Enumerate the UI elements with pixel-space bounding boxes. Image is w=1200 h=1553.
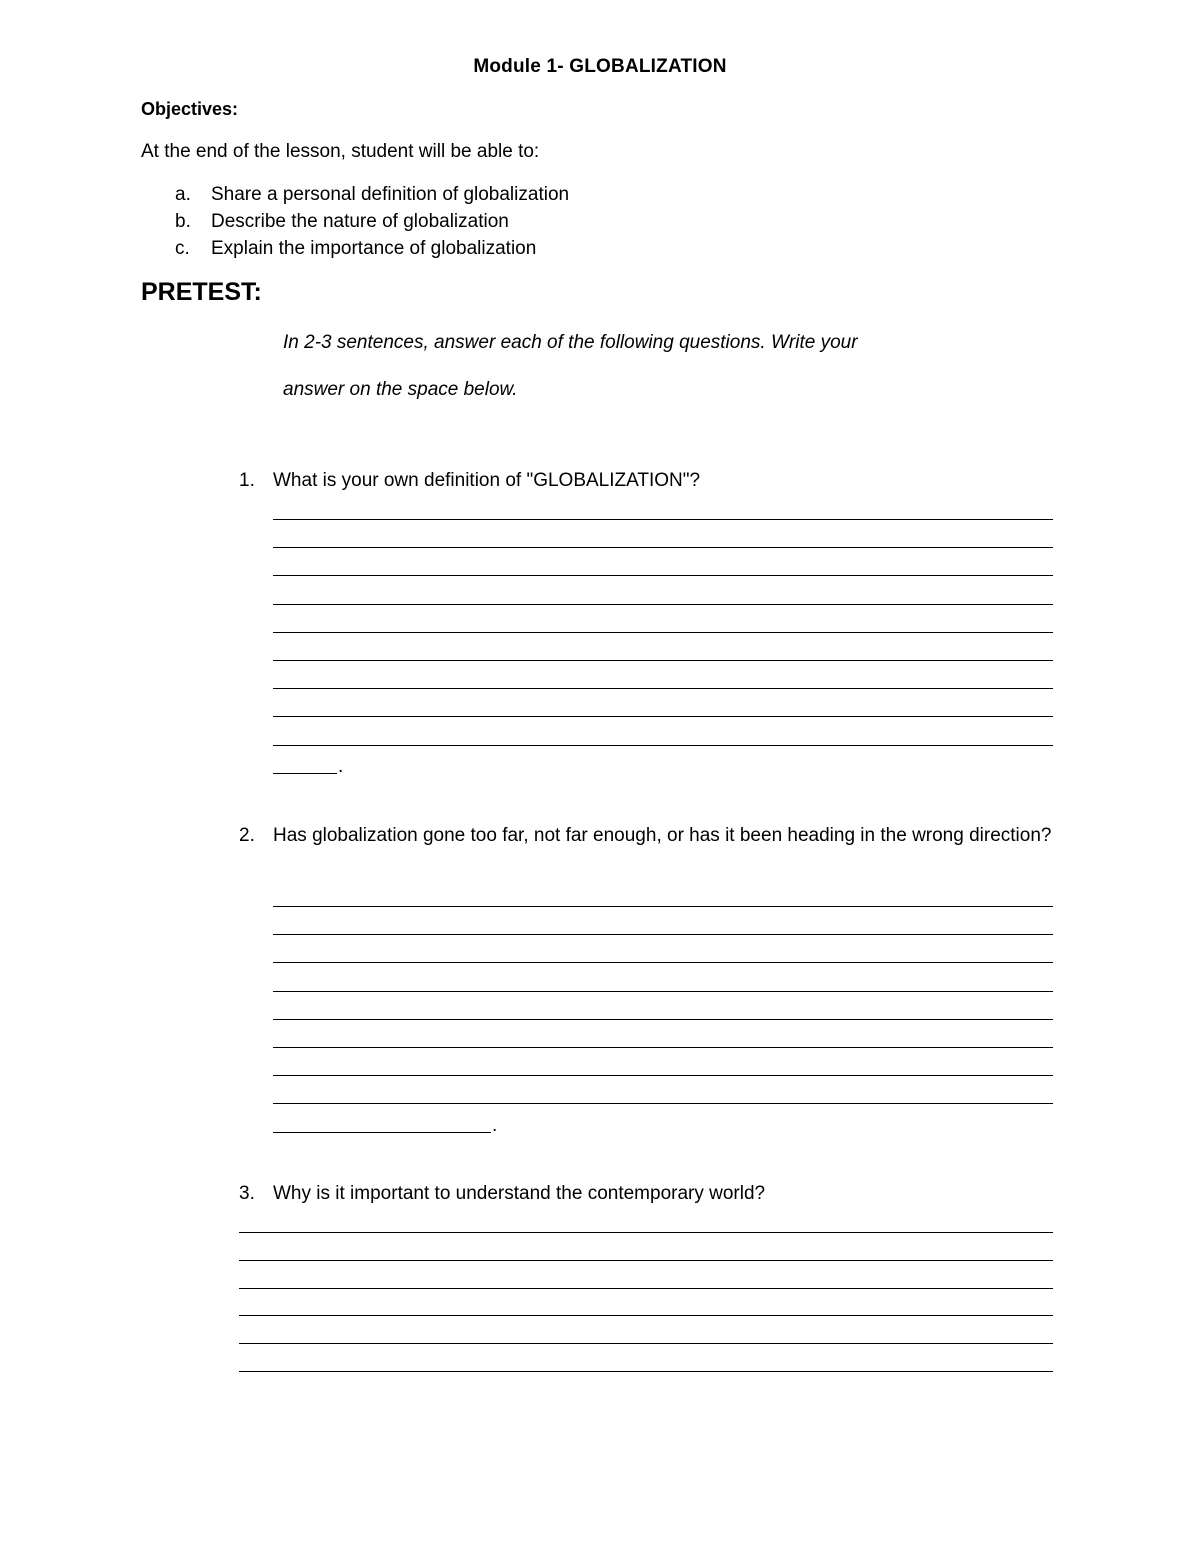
objective-text: Share a personal definition of globalization xyxy=(211,184,570,205)
answer-line[interactable] xyxy=(273,1103,1053,1104)
answer-line[interactable] xyxy=(239,1371,1053,1372)
answer-line[interactable] xyxy=(239,1288,1053,1289)
answer-line[interactable] xyxy=(273,991,1053,992)
question-text: Has globalization gone too far, not far enough, or has it been heading in the wrong direction? xyxy=(273,825,1052,846)
question-number: 3. xyxy=(239,1183,255,1204)
answer-line[interactable] xyxy=(273,575,1053,576)
question-text: What is your own definition of "GLOBALIZATION"? xyxy=(273,470,701,491)
objectives-intro: At the end of the lesson, student will be able to: xyxy=(141,141,540,162)
module-title: Module 1- GLOBALIZATION xyxy=(473,56,727,77)
answer-line[interactable] xyxy=(273,660,1053,661)
answer-line[interactable] xyxy=(273,1019,1053,1020)
pretest-instruction-line-2: answer on the space below. xyxy=(283,379,518,400)
objective-letter: b. xyxy=(175,211,191,232)
answer-line[interactable] xyxy=(239,1315,1053,1316)
answer-line-short[interactable] xyxy=(273,1132,491,1133)
answer-end-mark: . xyxy=(492,1114,498,1136)
objective-letter: a. xyxy=(175,184,191,205)
answer-line[interactable] xyxy=(273,934,1053,935)
objective-letter: c. xyxy=(175,238,190,259)
objective-text: Describe the nature of globalization xyxy=(211,211,509,232)
answer-line[interactable] xyxy=(273,745,1053,746)
answer-line[interactable] xyxy=(273,632,1053,633)
objectives-list xyxy=(175,181,569,262)
answer-line[interactable] xyxy=(273,962,1053,963)
objective-item xyxy=(175,235,569,262)
answer-line[interactable] xyxy=(273,716,1053,717)
objective-item xyxy=(175,181,569,208)
objective-item xyxy=(175,208,569,235)
answer-line[interactable] xyxy=(239,1232,1053,1233)
answer-line[interactable] xyxy=(239,1260,1053,1261)
question-number: 2. xyxy=(239,825,255,846)
pretest-instruction-line-1: In 2-3 sentences, answer each of the following questions. Write your xyxy=(283,332,858,353)
answer-line[interactable] xyxy=(273,688,1053,689)
answer-line[interactable] xyxy=(273,519,1053,520)
question-text: Why is it important to understand the contemporary world? xyxy=(273,1183,766,1204)
answer-line[interactable] xyxy=(239,1343,1053,1344)
pretest-heading: PRETEST: xyxy=(141,278,262,306)
answer-line[interactable] xyxy=(273,1075,1053,1076)
objectives-heading: Objectives: xyxy=(141,99,239,119)
objective-text: Explain the importance of globalization xyxy=(211,238,537,259)
answer-line[interactable] xyxy=(273,547,1053,548)
answer-line[interactable] xyxy=(273,1047,1053,1048)
answer-line[interactable] xyxy=(273,604,1053,605)
answer-end-mark: . xyxy=(338,755,344,777)
answer-line-short[interactable] xyxy=(273,773,337,774)
question-number: 1. xyxy=(239,470,255,491)
answer-line[interactable] xyxy=(273,906,1053,907)
